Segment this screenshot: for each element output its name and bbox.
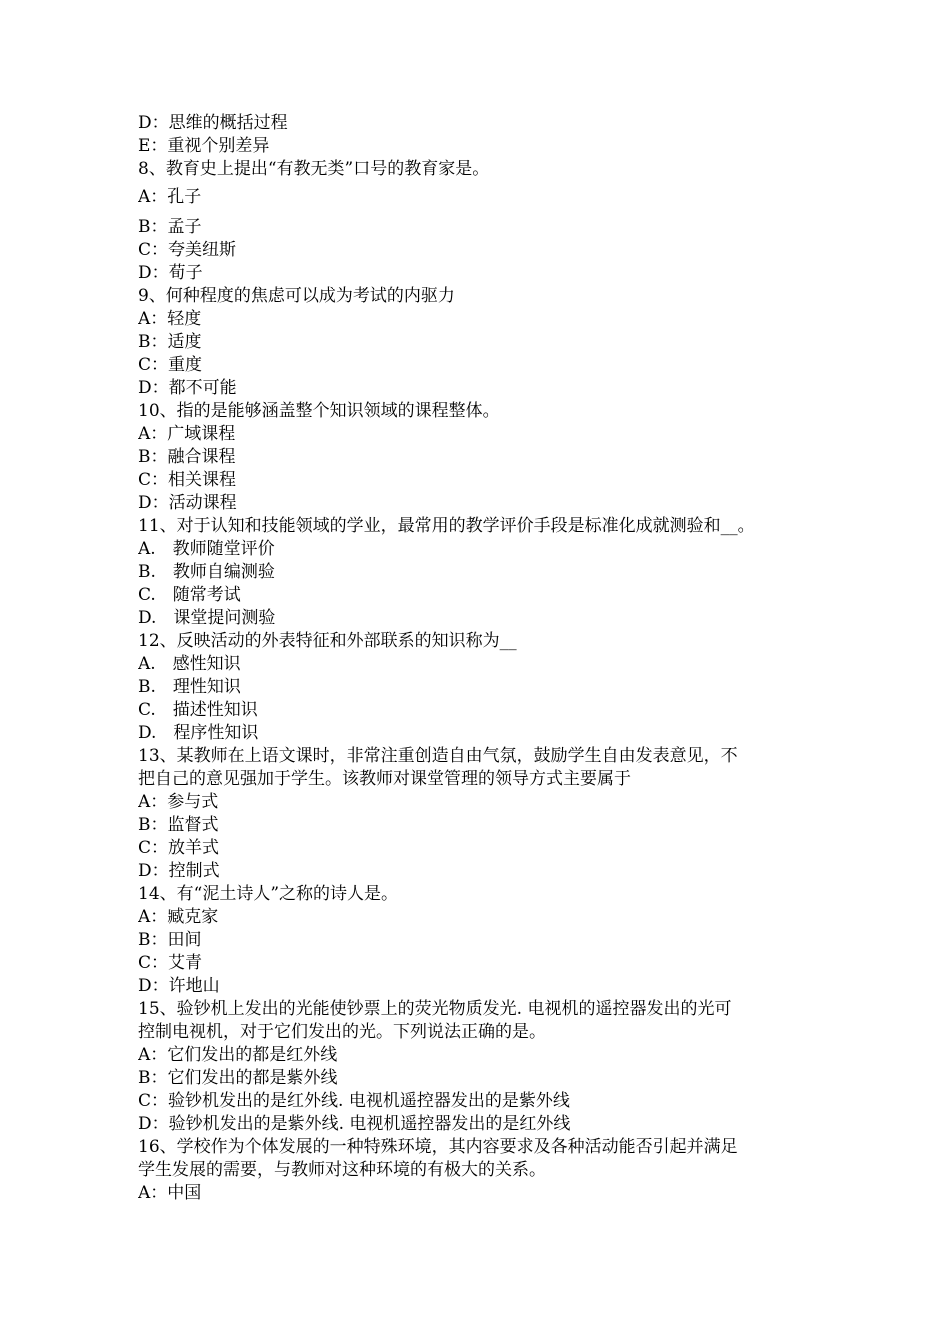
option-line: D：活动课程 bbox=[138, 493, 237, 513]
question-line: 8、教育史上提出“有教无类”口号的教育家是。 bbox=[138, 159, 490, 179]
question-line: 15、验钞机上发出的光能使钞票上的荧光物质发光. 电视机的遥控器发出的光可 bbox=[138, 999, 732, 1019]
option-line: A：孔子 bbox=[138, 187, 202, 207]
question-line: 学生发展的需要，与教师对这种环境的有极大的关系。 bbox=[138, 1160, 546, 1180]
option-line: B：适度 bbox=[138, 332, 202, 352]
option-line: D：都不可能 bbox=[138, 378, 237, 398]
option-line: C：放羊式 bbox=[138, 838, 220, 858]
option-line: A. 感性知识 bbox=[138, 654, 241, 674]
option-line: A：中国 bbox=[138, 1183, 202, 1203]
option-line: C：艾青 bbox=[138, 953, 203, 973]
question-line: 11、对于认知和技能领域的学业，最常用的教学评价手段是标准化成就测验和__。 bbox=[138, 516, 755, 536]
option-line: D. 课堂提问测验 bbox=[138, 608, 276, 628]
question-line: 16、学校作为个体发展的一种特殊环境，其内容要求及各种活动能否引起并满足 bbox=[138, 1137, 738, 1157]
option-line: A：它们发出的都是红外线 bbox=[138, 1045, 338, 1065]
question-line: 把自己的意见强加于学生。该教师对课堂管理的领导方式主要属于 bbox=[138, 769, 631, 789]
option-line: B. 理性知识 bbox=[138, 677, 241, 697]
option-line: D. 程序性知识 bbox=[138, 723, 259, 743]
question-line: 9、何种程度的焦虑可以成为考试的内驱力 bbox=[138, 286, 455, 306]
option-line: D：控制式 bbox=[138, 861, 220, 881]
question-line: 控制电视机，对于它们发出的光。下列说法正确的是。 bbox=[138, 1022, 546, 1042]
option-line: D：许地山 bbox=[138, 976, 220, 996]
question-line: 12、反映活动的外表特征和外部联系的知识称为__ bbox=[138, 631, 517, 651]
option-line: B：孟子 bbox=[138, 217, 202, 237]
option-line: A：轻度 bbox=[138, 309, 202, 329]
option-line: C：验钞机发出的是红外线. 电视机遥控器发出的是紫外线 bbox=[138, 1091, 570, 1111]
option-line: C. 描述性知识 bbox=[138, 700, 258, 720]
option-line: C：相关课程 bbox=[138, 470, 237, 490]
option-line: A：参与式 bbox=[138, 792, 219, 812]
option-line: A：广域课程 bbox=[138, 424, 236, 444]
question-line: 13、某教师在上语文课时，非常注重创造自由气氛，鼓励学生自由发表意见，不 bbox=[138, 746, 738, 766]
option-line: D：荀子 bbox=[138, 263, 203, 283]
option-line: A. 教师随堂评价 bbox=[138, 539, 275, 559]
option-line: C：夸美纽斯 bbox=[138, 240, 237, 260]
option-line: B. 教师自编测验 bbox=[138, 562, 275, 582]
question-line: 10、指的是能够涵盖整个知识领域的课程整体。 bbox=[138, 401, 500, 421]
option-line: D：验钞机发出的是紫外线. 电视机遥控器发出的是红外线 bbox=[138, 1114, 571, 1134]
option-line: C. 随常考试 bbox=[138, 585, 241, 605]
option-line: B：它们发出的都是紫外线 bbox=[138, 1068, 338, 1088]
option-line: E：重视个别差异 bbox=[138, 136, 270, 156]
option-line: B：融合课程 bbox=[138, 447, 236, 467]
option-line: C：重度 bbox=[138, 355, 203, 375]
option-line: B：田间 bbox=[138, 930, 202, 950]
question-line: 14、有“泥土诗人”之称的诗人是。 bbox=[138, 884, 399, 904]
option-line: B：监督式 bbox=[138, 815, 219, 835]
option-line: D：思维的概括过程 bbox=[138, 113, 288, 133]
option-line: A：臧克家 bbox=[138, 907, 219, 927]
